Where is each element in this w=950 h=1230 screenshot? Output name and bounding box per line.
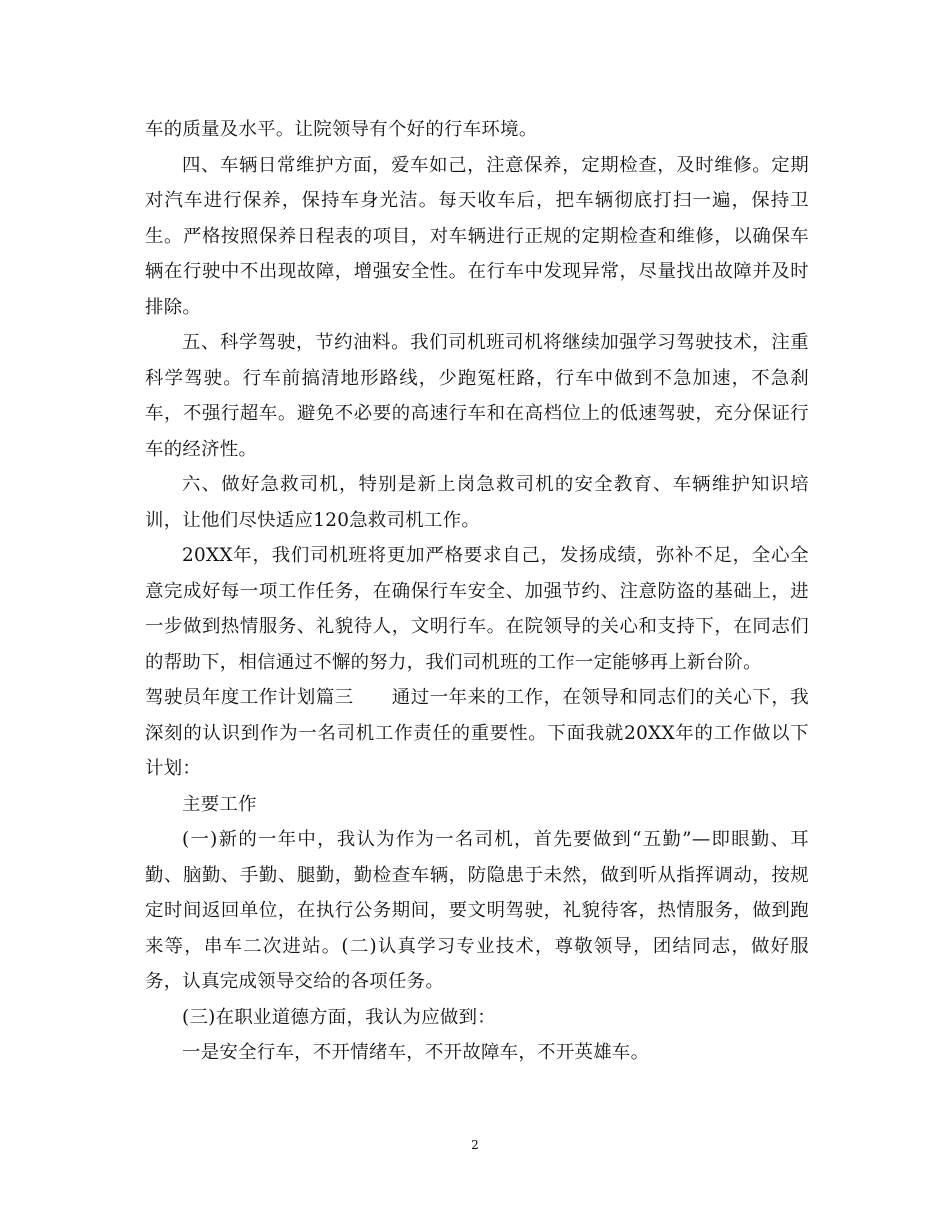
document-body [145,112,809,1071]
paragraph-5: 20XX年，我们司机班将更加严格要求自己，发扬成绩，弥补不足，全心全意完成好每一项工作任务，在确保行车安全、加强节约、注意防盗的基础上，进一步做到热情服务、礼貌待人，文明行车。在院领导的关心和支持下，在同志们的帮助下，相信通过不懈的努力，我们司机班的工作一定能够再上新台阶。 [145,545,809,673]
paragraph-3: 五、科学驾驶，节约油料。我们司机班司机将继续加强学习驾驶技术，注重科学驾驶。行车前搞清地形路线，少跑冤枉路，行车中做到不急加速，不急刹车，不强行超车。避免不必要的高速行车和在高档位上的低速驾驶，充分保证行车的经济性。 [145,332,809,460]
page-number: 2 [471,1138,479,1152]
paragraph-8: (一)新的一年中，我认为作为一名司机，首先要做到“五勤”—即眼勤、耳勤、脑勤、手勤、腿勤，勤检查车辆，防隐患于未然，做到听从指挥调动，按规定时间返回单位，在执行公务期间，要文明驾驶，礼貌待客，热情服务，做到跑来等，串车二次进站。(二)认真学习专业技术，尊敬领导，团结同志，做好服务，认真完成领导交给的各项任务。 [145,829,809,992]
paragraph-7-subheading: 主要工作 [182,793,257,815]
paragraph-2: 四、车辆日常维护方面，爱车如己，注意保养，定期检查，及时维修。定期对汽车进行保养，保持车身光洁。每天收车后，把车辆彻底打扫一遍，保持卫生。严格按照保养日程表的项目，对车辆进行正规的定期检查和维修，以确保车辆在行驶中不出现故障，增强安全性。在行车中发现异常，尽量找出故障并及时排除。 [145,154,809,318]
paragraph-6-section-heading: 驾驶员年度工作计划篇三 通过一年来的工作，在领导和同志们的关心下，我深刻的认识到作为一名司机工作责任的重要性。下面我就20XX年的工作做以下计划： [145,687,809,779]
paragraph-10: 一是安全行车，不开情绪车，不开故障车，不开英雄车。 [182,1042,650,1063]
paragraph-4: 六、做好急救司机，特别是新上岗急救司机的安全教育、车辆维护知识培训，让他们尽快适应120急救司机工作。 [145,474,809,531]
paragraph-9: (三)在职业道德方面，我认为应做到： [182,1006,496,1028]
paragraph-1: 车的质量及水平。让院领导有个好的行车环境。 [145,119,538,140]
